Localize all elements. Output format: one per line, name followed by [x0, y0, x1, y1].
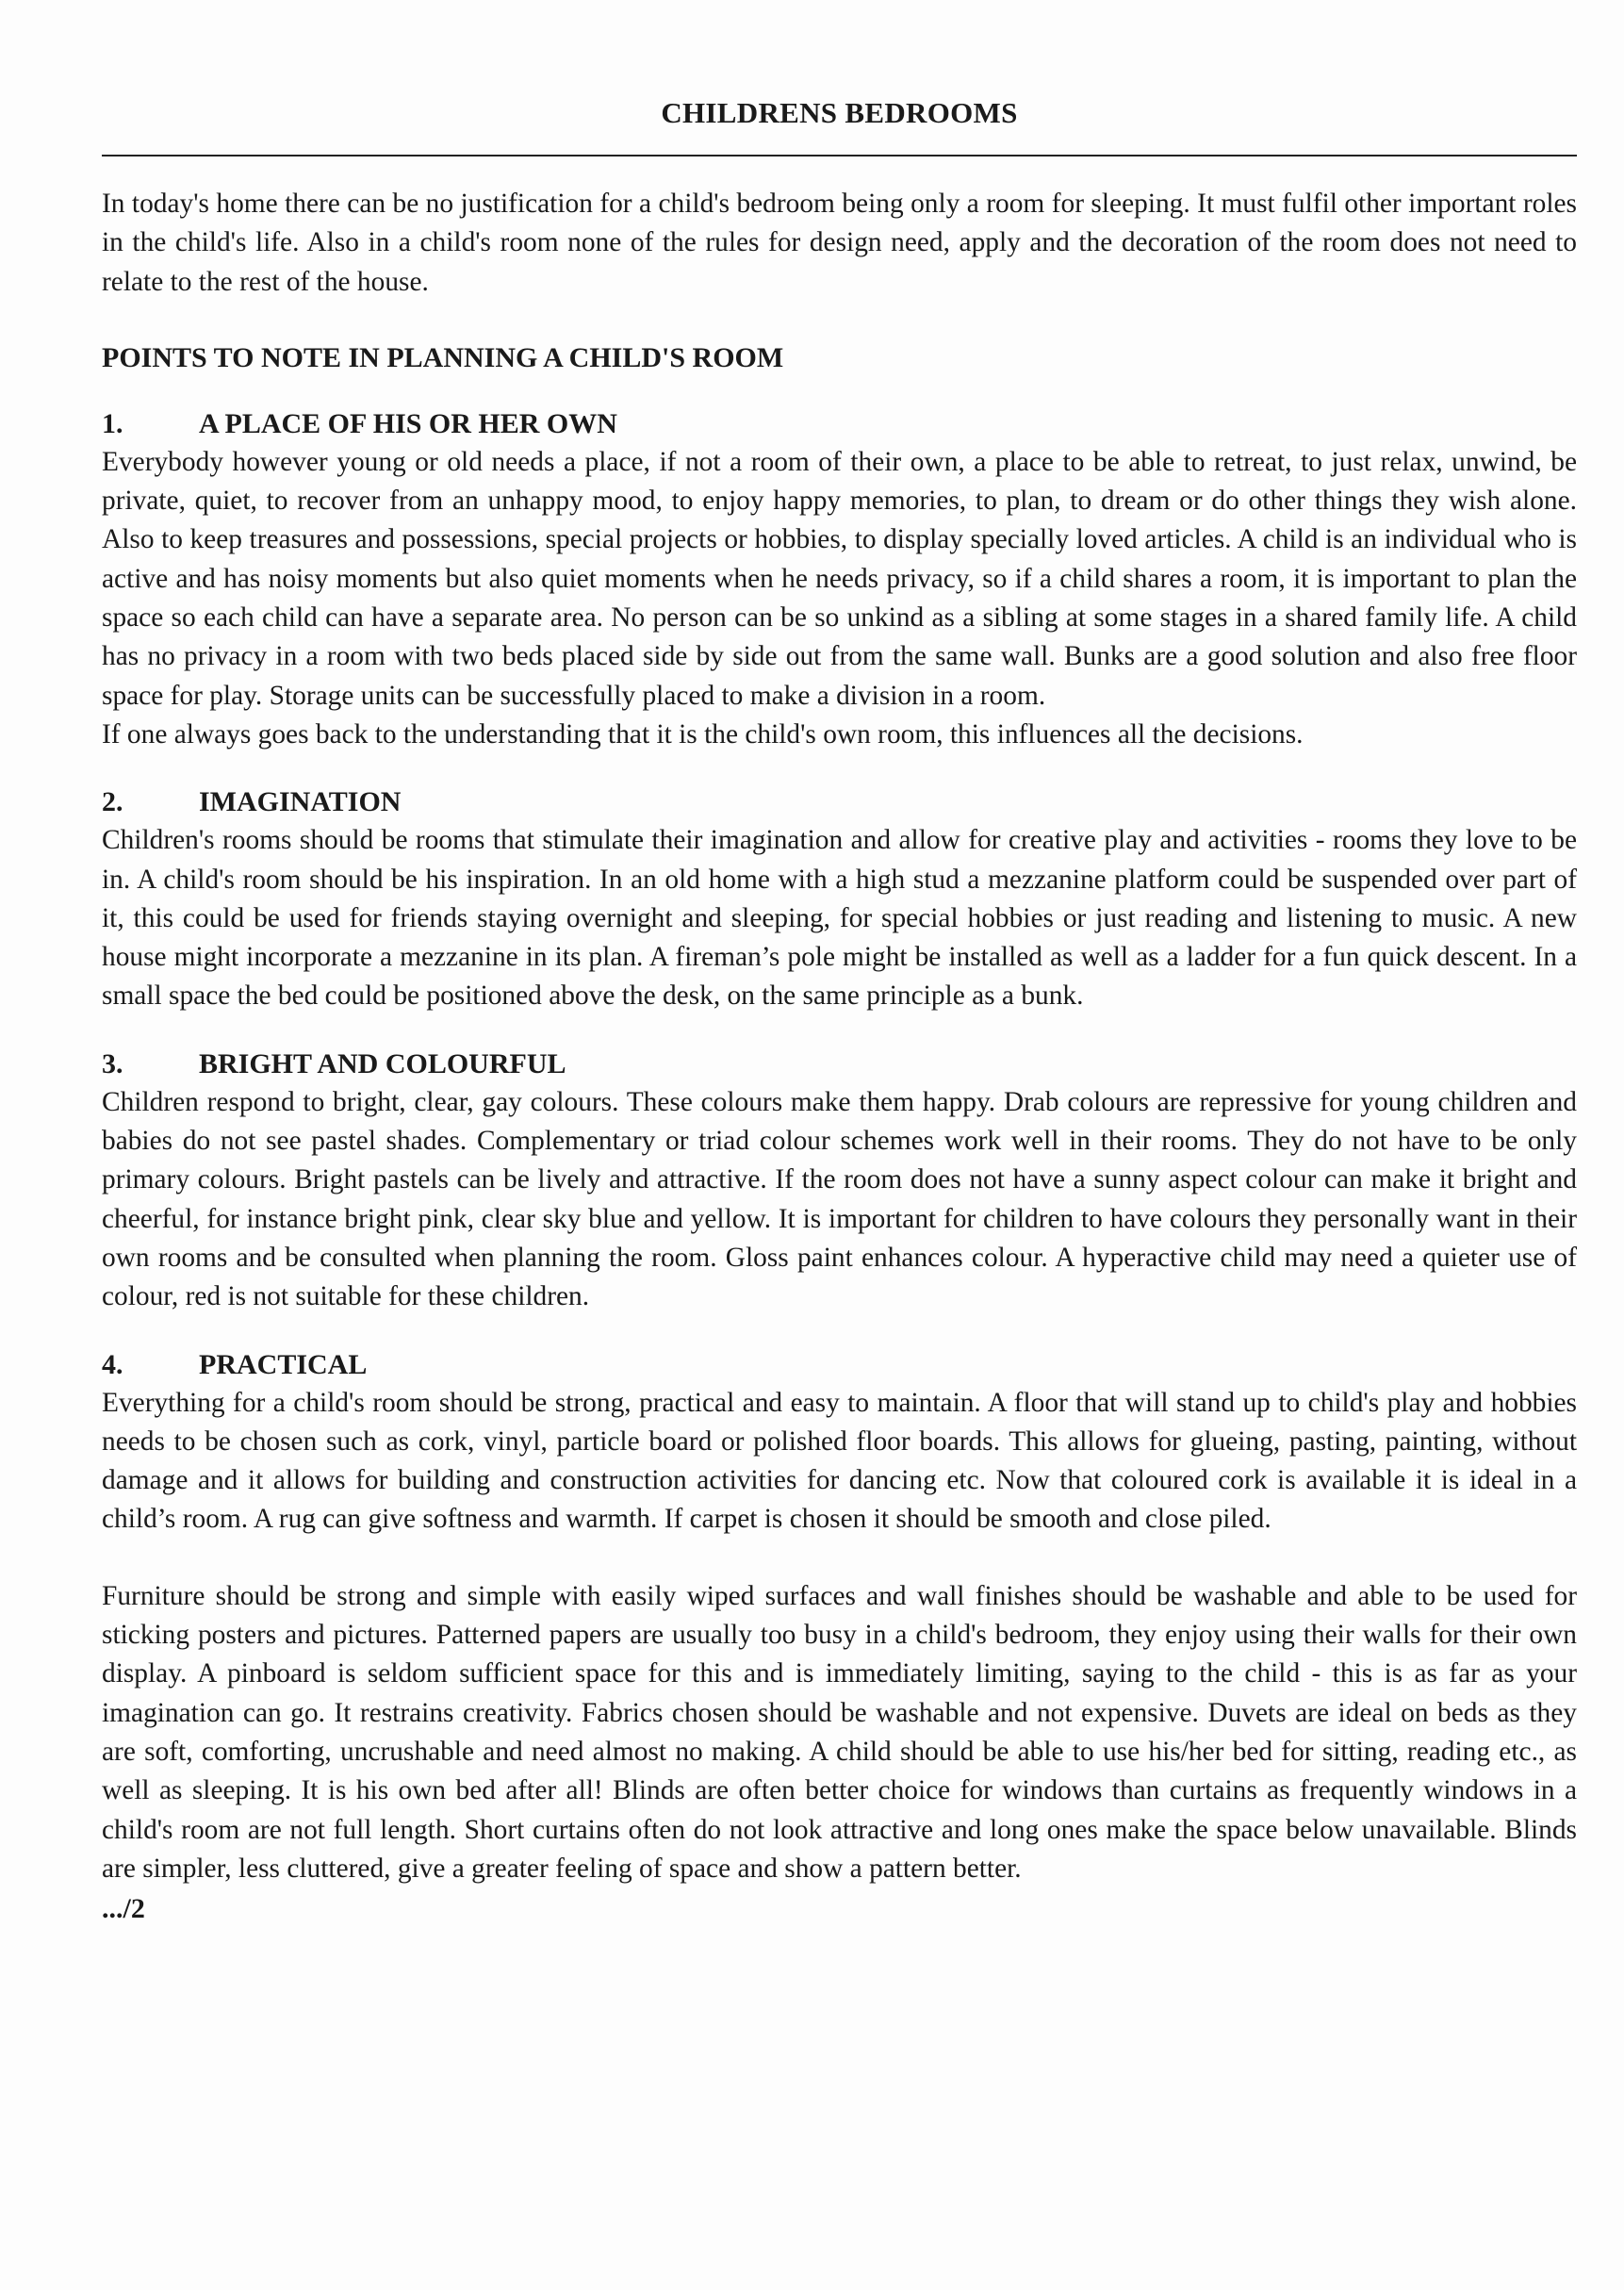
section-paragraph: Everything for a child's room should be strong, practical and easy to maintain. A floor that will stand up to child's play and hobbies needs to be chosen such as cork, vinyl, particle board or polished floor boards. This allows for glueing, pasting, painting, without damage and it allows for building and construction activities for dancing etc. Now that coloured cork is available it is ideal in a child’s room. A rug can give softness and warmth. If carpet is chosen it should be smooth and close piled.: [102, 1387, 1577, 1535]
section-heading: [102, 1346, 1577, 1384]
section-number: 4.: [102, 1348, 123, 1380]
section-number: 2.: [102, 786, 123, 818]
section-imagination: [102, 783, 1577, 1015]
section-title: PRACTICAL: [199, 1348, 368, 1380]
section-paragraph: Children respond to bright, clear, gay colours. These colours make them happy. Drab colours are repressive for young children and babies do not see pastel shades. Complementary or triad colour schemes work well in their rooms. They do not have to be only primary colours. Bright pastels can be lively and attractive. If the room does not have a sunny aspect colour can make it bright and cheerful, for instance bright pink, clear sky blue and yellow. It is important for children to have colours they personally want in their own rooms and be consulted when planning the room. Gloss paint enhances colour. A hyperactive child may need a quieter use of colour, red is not suitable for these children.: [102, 1086, 1577, 1312]
section-paragraph: Children's rooms should be rooms that stimulate their imagination and allow for creative play and activities - rooms they love to be in. A child's room should be his inspiration. In an old home with a high stud a mezzanine platform could be suspended over part of it, this could be used for friends staying overnight and sleeping, for special hobbies or just reading and listening to music. A new house might incorporate a mezzanine in its plan. A fireman’s pole might be installed as well as a ladder for a fun quick descent. In a small space the bed could be positioned above the desk, on the same principle as a bunk.: [102, 825, 1577, 1012]
section-number: 3.: [102, 1047, 123, 1079]
section-place-of-own: [102, 405, 1577, 754]
points-heading: POINTS TO NOTE IN PLANNING A CHILD'S ROOM: [102, 341, 784, 373]
section-title: IMAGINATION: [199, 786, 402, 818]
section-paragraph: Everybody however young or old needs a place, if not a room of their own, a place to be able to retreat, to just relax, unwind, be private, quiet, to recover from an unhappy mood, to enjoy happy memories, to plan, to dream or do other things they wish alone. Also to keep treasures and possessions, special projects or hobbies, to display specially loved articles. A child is an individual who is active and has noisy moments but also quiet moments when he needs privacy, so if a child shares a room, it is important to plan the space so each child can have a separate area. No person can be so unkind as a sibling at some stages in a shared family life. A child has no privacy in a room with two beds placed side by side out from the same wall. Bunks are a good solution and also free floor space for play. Storage units can be successfully placed to make a division in a room.: [102, 446, 1577, 711]
section-closing-line: If one always goes back to the understanding that it is the child's own room, this influences all the decisions.: [102, 718, 1304, 750]
document-title: CHILDRENS BEDROOMS: [661, 96, 1018, 129]
intro-paragraph: In today's home there can be no justification for a child's bedroom being only a room for sleeping. It must fulfil other important roles in the child's life. Also in a child's room none of the rules for design need, apply and the decoration of the room does not need to relate to the rest of the house.: [102, 189, 1577, 297]
section-number: 1.: [102, 407, 123, 439]
section-heading: [102, 783, 1577, 821]
document-body: [102, 92, 1577, 1928]
section-paragraph-furniture: Furniture should be strong and simple with easily wiped surfaces and wall finishes should be washable and able to be used for sticking posters and pictures. Patterned papers are usually too busy in a child's bedroom, they enjoy using their walls for their own display. A pinboard is seldom sufficient space for this and is immediately limiting, saying to the child - this is as far as your imagination can go. It restrains creativity. Fabrics chosen should be washable and not expensive. Duvets are ideal on beds as they are soft, comforting, uncrushable and need almost no making. A child should be able to use his/her bed for sitting, reading etc., as well as sleeping. It is his own bed after all! Blinds are often better choice for windows than curtains as frequently windows in a child's room are not full length. Short curtains often do not look attractive and long ones make the space below unavailable. Blinds are simpler, less cluttered, give a greater feeling of space and show a pattern better.: [102, 1580, 1577, 1884]
page-continuation-marker: .../2: [102, 1893, 145, 1925]
section-heading: [102, 405, 1577, 443]
section-practical: [102, 1346, 1577, 1889]
section-title: BRIGHT AND COLOURFUL: [199, 1047, 566, 1079]
title-divider: [102, 155, 1577, 157]
section-heading: [102, 1046, 1577, 1083]
section-bright-colourful: [102, 1046, 1577, 1317]
section-title: A PLACE OF HIS OR HER OWN: [199, 407, 617, 439]
